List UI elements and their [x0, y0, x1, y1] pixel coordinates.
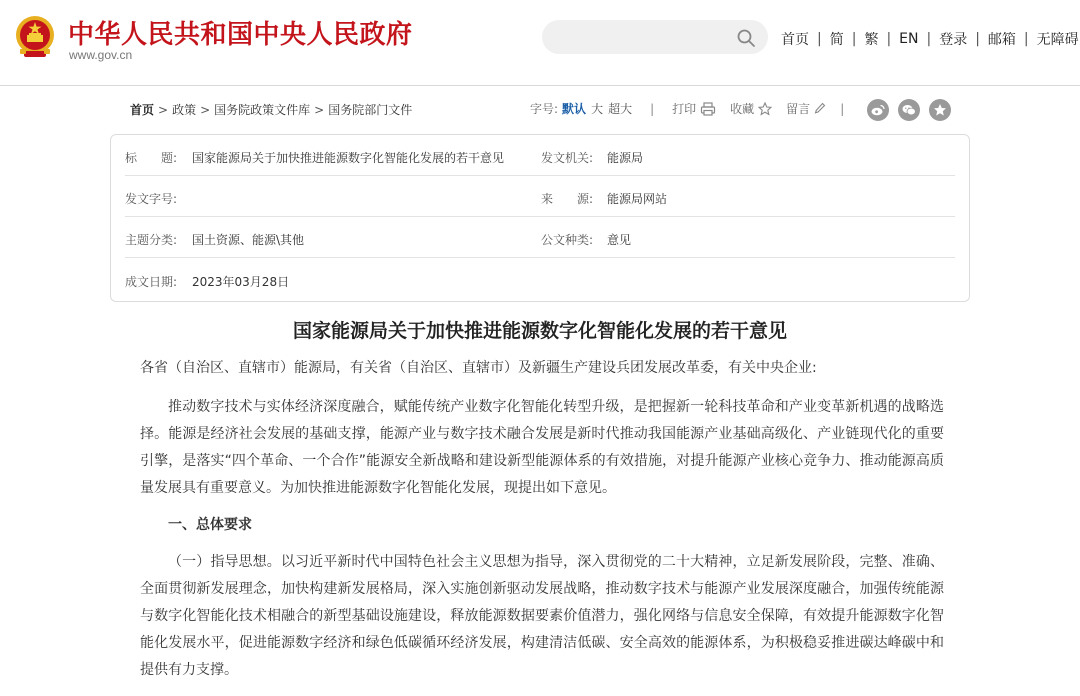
breadcrumb-arrow: > — [314, 102, 325, 117]
nav-separator: | — [851, 31, 857, 47]
weibo-icon — [871, 104, 885, 116]
favorite-button[interactable] — [730, 100, 772, 117]
favorite-share-icon — [933, 103, 947, 117]
breadcrumb — [130, 101, 412, 118]
site-url[interactable]: www.gov.cn — [69, 48, 133, 62]
search-box[interactable] — [542, 20, 768, 54]
source-label: 来 源: — [541, 192, 594, 206]
doc-type-value: 意见 — [607, 233, 632, 247]
comment-label: 留言 — [786, 102, 811, 116]
nav-home[interactable]: 首页 — [781, 32, 809, 48]
font-size-label: 字号: — [530, 102, 559, 116]
wechat-icon — [902, 104, 916, 116]
national-emblem-icon[interactable] — [14, 14, 56, 60]
nav-simplified[interactable]: 简 — [829, 32, 844, 48]
font-size-xlarge[interactable]: 超大 — [608, 102, 633, 116]
nav-english[interactable]: EN — [899, 31, 919, 47]
document-info-card — [110, 134, 970, 302]
nav-accessibility[interactable]: 无障碍 — [1036, 32, 1079, 48]
doc-number-label: 发文字号: — [125, 192, 178, 206]
article-title: 国家能源局关于加快推进能源数字化智能化发展的若干意见 — [292, 320, 787, 342]
site-header — [0, 0, 1080, 86]
nav-separator: | — [975, 31, 980, 47]
article-greeting: 各省（自治区、直辖市）能源局，有关省（自治区、直辖市）及新疆生产建设兵团发展改革委，有关中央企业: — [140, 360, 817, 376]
article-tools — [530, 100, 844, 117]
nav-mailbox[interactable]: 邮箱 — [987, 32, 1016, 48]
search-input[interactable] — [556, 27, 726, 47]
date-label: 成文日期: — [125, 275, 178, 289]
top-nav — [781, 29, 1079, 49]
nav-traditional[interactable]: 繁 — [864, 32, 879, 48]
breadcrumb-arrow: > — [158, 102, 169, 117]
title-value: 国家能源局关于加快推进能源数字化智能化发展的若干意见 — [192, 151, 505, 165]
nav-separator: | — [886, 31, 892, 47]
info-row — [125, 135, 955, 176]
favorite-share-button[interactable] — [929, 99, 951, 121]
wechat-share-button[interactable] — [898, 99, 920, 121]
tools-divider: | — [650, 101, 655, 116]
title-label: 标 题: — [125, 151, 178, 165]
nav-separator: | — [1023, 31, 1029, 47]
breadcrumb-department-files[interactable]: 国务院部门文件 — [328, 103, 413, 117]
info-row — [125, 176, 955, 217]
font-size-default[interactable]: 默认 — [562, 102, 587, 116]
search-icon[interactable] — [736, 28, 756, 48]
star-icon — [758, 102, 772, 116]
section-heading: 一、总体要求 — [168, 517, 252, 533]
print-button[interactable] — [672, 100, 716, 117]
issuer-value: 能源局 — [607, 151, 644, 165]
doc-type-label: 公文种类: — [541, 233, 594, 247]
source-value: 能源局网站 — [607, 192, 668, 206]
breadcrumb-home[interactable]: 首页 — [130, 103, 155, 117]
weibo-share-button[interactable] — [867, 99, 889, 121]
breadcrumb-policy-library[interactable]: 国务院政策文件库 — [214, 103, 311, 117]
topic-value: 国土资源、能源\其他 — [192, 233, 305, 247]
nav-separator: | — [817, 31, 822, 47]
breadcrumb-arrow: > — [200, 102, 211, 117]
article-paragraph: （一）指导思想。以习近平新时代中国特色社会主义思想为指导，深入贯彻党的二十大精神，立足新发展阶段，完整、准确、全面贯彻新发展理念，加快构建新发展格局，深入实施创新驱动发展战略，推动数字技术与能源产业发展深度融合，加强传统能源与数字化智能化技术相融合的新型基础设施建设，释放能源数据要素价值潜力，强化网络与信息安全保障，有效提升能源数字化智能化发展水平，促进能源数字经济和绿色低碳循环经济发展，构建清洁低碳、安全高效的能源体系，为积极稳妥推进碳达峰碳中和提供有力支撑。 — [140, 554, 944, 678]
article-body — [140, 354, 944, 695]
info-row — [125, 259, 955, 300]
nav-separator: | — [926, 31, 932, 47]
nav-login[interactable]: 登录 — [939, 32, 968, 48]
printer-icon — [700, 102, 716, 116]
breadcrumb-policy[interactable]: 政策 — [172, 103, 197, 117]
font-size-large[interactable]: 大 — [591, 102, 604, 116]
issuer-label: 发文机关: — [541, 151, 594, 165]
print-label: 打印 — [672, 102, 697, 116]
tools-divider: | — [840, 101, 845, 116]
article-paragraph: 推动数字技术与实体经济深度融合，赋能传统产业数字化智能化转型升级，是把握新一轮科技革命和产业变革新机遇的战略选择。能源是经济社会发展的基础支撑，能源产业与数字技术融合发展是新时代推动我国能源产业基础高级化、产业链现代化的重要引擎，是落实“四个革命、一个合作”能源安全新战略和建设新型能源体系的有效措施，对提升能源产业核心竞争力、推动能源高质量发展具有重要意义。为加快推进能源数字化智能化发展，现提出如下意见。 — [140, 399, 944, 496]
date-value: 2023年03月28日 — [192, 275, 290, 289]
site-title[interactable]: 中华人民共和国中央人民政府 — [68, 20, 413, 50]
info-row — [125, 217, 955, 258]
pencil-icon — [814, 102, 826, 116]
favorite-label: 收藏 — [730, 102, 755, 116]
topic-label: 主题分类: — [125, 233, 178, 247]
comment-button[interactable] — [786, 100, 826, 117]
